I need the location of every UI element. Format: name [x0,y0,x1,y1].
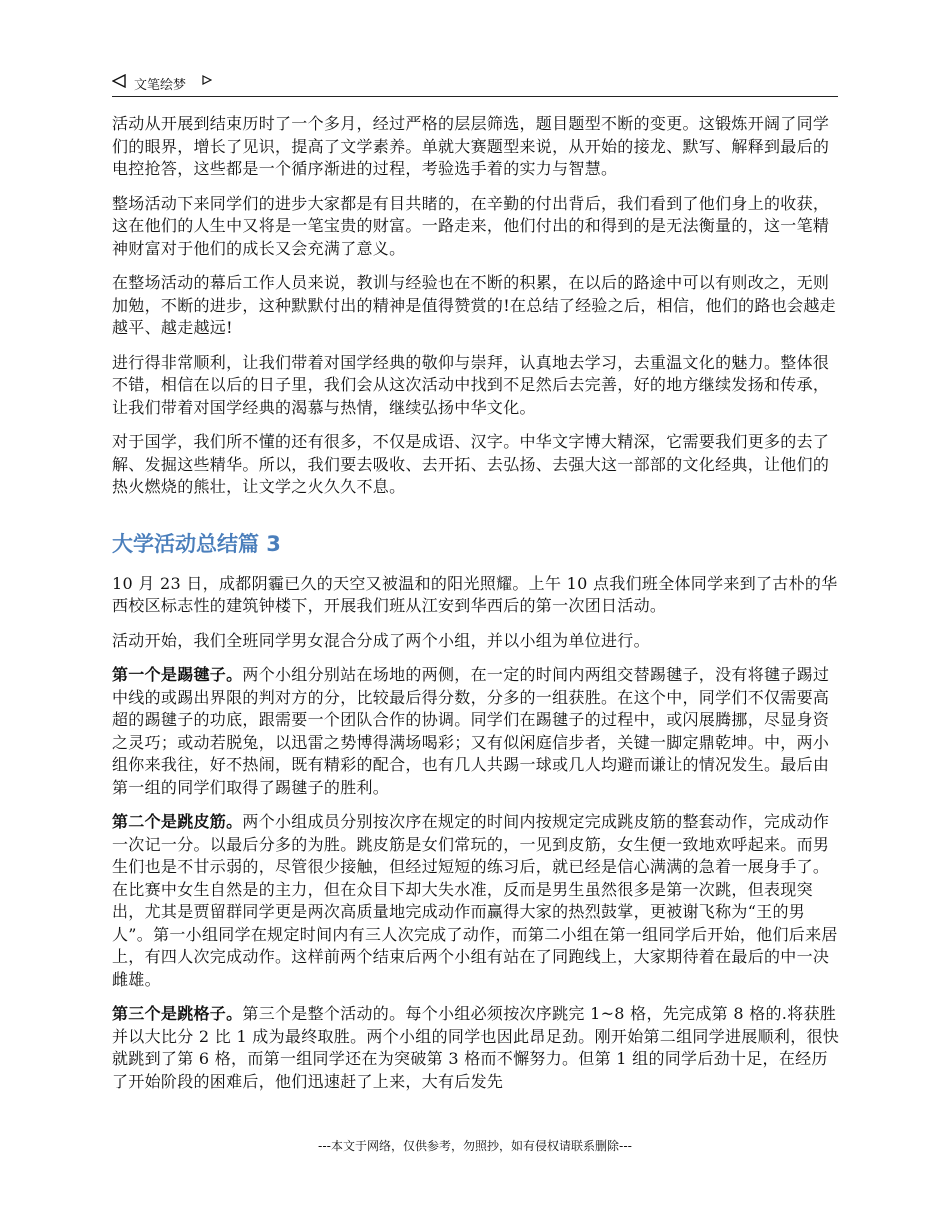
activity-paragraph [112,1003,840,1093]
document-body [112,113,840,1105]
page-header [112,72,838,97]
paragraph: 活动开始，我们全班同学男女混合分成了两个小组，并以小组为单位进行。 [112,630,650,650]
triangle-right-icon [202,75,212,85]
page-footer: ---本文于网络，仅供参考，勿照抄，如有侵权请联系删除--- [318,1139,632,1153]
paragraph: 进行得非常顺利，让我们带着对国学经典的敬仰与崇拜，认真地去学习，去重温文化的魅力。整体很不错，相信在以后的日子里，我们会从这次活动中找到不足然后去完善，好的地方继续发扬和传承，让我们带着对国学经典的渴慕与热情，继续弘扬中华文化。 [112,352,830,417]
paragraph: 10 月 23 日，成都阴霾已久的天空又被温和的阳光照耀。上午 10 点我们班全体同学来到了古朴的华西校区标志性的建筑钟楼下，开展我们班从江安到华西后的第一次团日活动。 [112,573,838,615]
activity-lead: 第三个是跳格子。 [112,1004,243,1023]
activity-text: 两个小组分别站在场地的两侧，在一定的时间内两组交替踢毽子，没有将毽子踢过中线的或踢出界限的判对方的分，比较最后得分数，分多的一组获胜。在这个中，同学们不仅需要高超的踢毽子的功底，跟需要一个团队合作的协调。同学们在踢毽子的过程中，或闪展腾挪，尽显身资之灵巧；或动若脱兔，以迅雷之势博得满场喝彩；又有似闲庭信步者，关键一脚定鼎乾坤。中，两小组你来我往，好不热闹，既有精彩的配合，也有几人共踢一球或几人均避而谦让的情况发生。最后由第一组的同学们取得了踢毽子的胜利。 [112,665,830,797]
activity-text: 第三个是整个活动的。每个小组必须按次序跳完 1~8 格，先完成第 8 格的.将获胜并以大比分 2 比 1 成为最终取胜。两个小组的同学也因此昂足劲。刚开始第二组同学进展顺利，很快就跳到了第 6 格，而第一组同学还在为突破第 3 格而不懈努力。但第 1 组的同学后劲十足，在经历了开始阶段的困难后，他们迅速赶了上来，大有后发先 [112,1004,840,1091]
activity-paragraph [112,811,840,991]
paragraph: 整场活动下来同学们的进步大家都是有目共睹的，在辛勤的付出背后，我们看到了他们身上的收获，这在他们的人生中又将是一笔宝贵的财富。一路走来，他们付出的和得到的是无法衡量的，这一笔精神财富对于他们的成长又会充满了意义。 [112,193,830,258]
activity-text: 两个小组成员分别按次序在规定的时间内按规定完成跳皮筋的整套动作，完成动作一次记一分。以最后分多的为胜。跳皮筋是女们常玩的，一见到皮筋，女生便一致地欢呼起来。而男生们也是不甘示弱的，尽管很少接触，但经过短短的练习后，就已经是信心满满的急着一展身手了。在比赛中女生自然是的主力，但在众目下却大失水准，反而是男生虽然很多是第一次跳，但表现突出，尤其是贾留群同学更是两次高质量地完成动作而赢得大家的热烈鼓掌，更被谢飞称为“王的男人”。第一小组同学在规定时间内有三人次完成了动作，而第二小组在第一组同学后开始，他们后来居上，有四人次完成动作。这样前两个结束后两个小组有站在了同跑线上，大家期待着在最后的中一决雌雄。 [112,812,838,989]
activity-lead: 第一个是踢毽子。 [112,665,243,684]
activity-lead: 第二个是跳皮筋。 [112,812,243,831]
paragraph: 在整场活动的幕后工作人员来说，教训与经验也在不断的积累，在以后的路途中可以有则改之，无则加勉，不断的进步，这种默默付出的精神是值得赞赏的!在总结了经验之后，相信，他们的路也会越走越平、越走越远! [112,273,836,337]
section-heading: 大学活动总结篇 3 [112,531,281,556]
header-brand: 文笔绘梦 [134,78,187,93]
paragraph: 活动从开展到结束历时了一个多月，经过严格的层层筛选，题目题型不断的变更。这锻炼开阔了同学们的眼界，增长了见识，提高了文学素养。单就大赛题型来说，从开始的接龙、默写、解释到最后的电控抢答，这些都是一个循序渐进的过程，考验选手着的实力与智慧。 [112,114,830,178]
activity-paragraph [112,664,840,799]
triangle-left-icon [112,74,126,88]
paragraph: 对于国学，我们所不懂的还有很多，不仅是成语、汉字。中华文字博大精深，它需要我们更多的去了解、发掘这些精华。所以，我们要去吸收、去开拓、去弘扬、去强大这一部部的文化经典，让他们的热火燃烧的熊壮，让文学之火久久不息。 [112,432,830,496]
